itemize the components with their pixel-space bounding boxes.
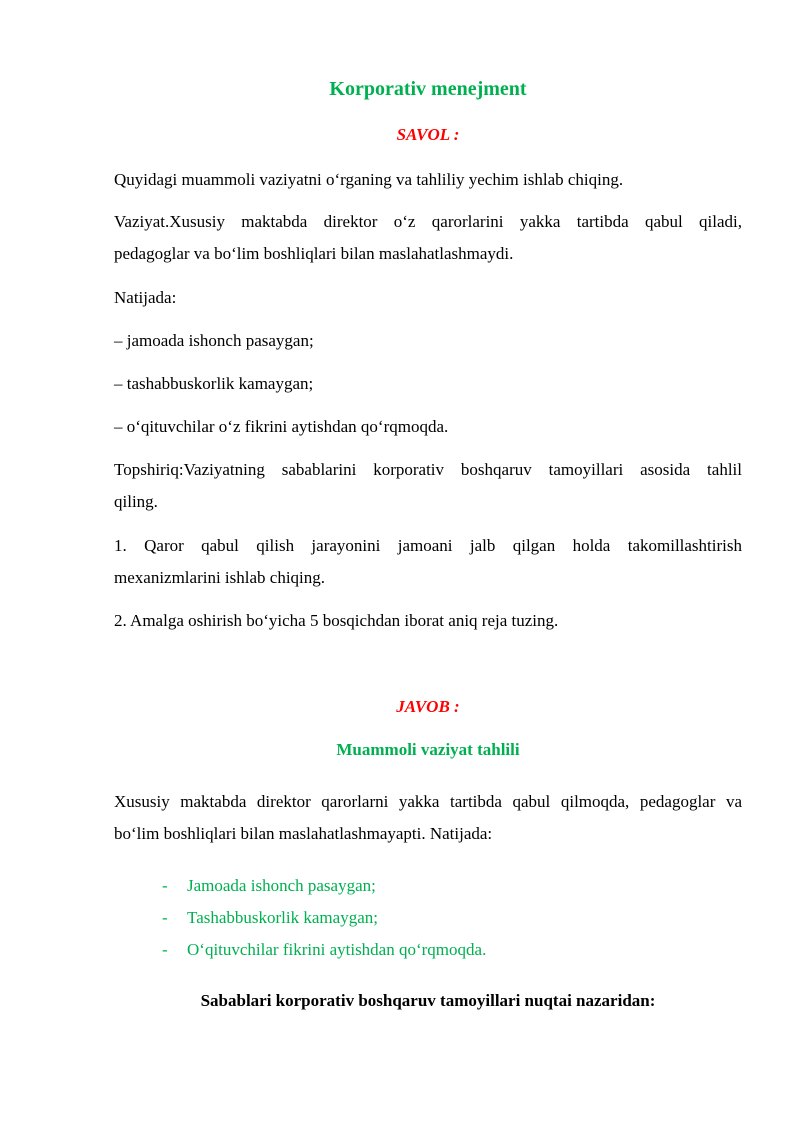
bullet-dash: -: [162, 908, 168, 927]
green-bullet-item: [162, 934, 486, 966]
vaziyat-line-2: pedagoglar va bo‘lim boshliqlari bilan maslahatlashmaydi.: [114, 244, 514, 263]
analysis-line-1: Xususiy maktabda direktor qarorlarni yakka tartibda qabul qilmoqda, pedagoglar va: [114, 792, 742, 811]
task-2: 2. Amalga oshirish bo‘yicha 5 bosqichdan iborat aniq reja tuzing.: [114, 611, 559, 630]
bullet-text: Tashabbuskorlik kamaygan;: [187, 908, 378, 927]
analysis-line-2: bo‘lim boshliqlari bilan maslahatlashmayapti. Natijada:: [114, 824, 493, 843]
task-1-line-1: 1. Qaror qabul qilish jarayonini jamoani jalb qilgan holda takomillashtirish: [114, 536, 742, 555]
result-item: – tashabbuskorlik kamaygan;: [114, 374, 314, 393]
result-item: – jamoada ishonch pasaygan;: [114, 331, 314, 350]
bullet-dash: -: [162, 876, 168, 895]
green-bullet-item: [162, 870, 376, 902]
analysis-title: Muammoli vaziyat tahlili: [336, 740, 520, 759]
javob-label: JAVOB :: [396, 697, 460, 716]
natijada-label: Natijada:: [114, 288, 177, 307]
bullet-dash: -: [162, 940, 168, 959]
task-1-line-2: mexanizmlarini ishlab chiqing.: [114, 568, 326, 587]
intro-paragraph: Quyidagi muammoli vaziyatni o‘rganing va tahliliy yechim ishlab chiqing.: [114, 170, 624, 189]
result-item: – o‘qituvchilar o‘z fikrini aytishdan qo‘rqmoqda.: [114, 417, 449, 436]
savol-label: SAVOL :: [396, 125, 460, 144]
causes-heading: Sabablari korporativ boshqaruv tamoyillari nuqtai nazaridan:: [200, 991, 656, 1010]
topshiriq-line-2: qiling.: [114, 492, 158, 511]
topshiriq-line-1: Topshiriq:Vaziyatning sabablarini korporativ boshqaruv tamoyillari asosida tahlil: [114, 460, 742, 479]
green-bullet-item: [162, 902, 378, 934]
document-title: Korporativ menejment: [329, 78, 527, 100]
bullet-text: O‘qituvchilar fikrini aytishdan qo‘rqmoqda.: [187, 940, 487, 959]
bullet-text: Jamoada ishonch pasaygan;: [187, 876, 376, 895]
vaziyat-line-1: Vaziyat.Xususiy maktabda direktor o‘z qarorlarini yakka tartibda qabul qiladi,: [114, 212, 742, 231]
